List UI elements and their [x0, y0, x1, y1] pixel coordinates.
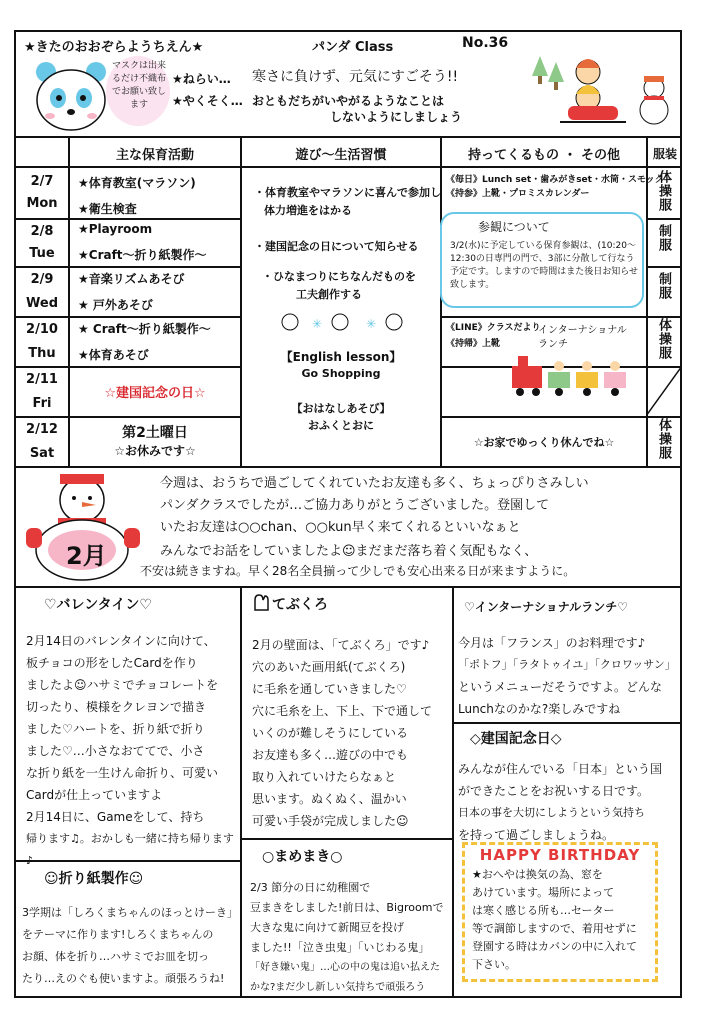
habit-line: 工夫創作する: [296, 288, 362, 301]
row-date: 2/12: [26, 422, 58, 437]
second-saturday: 第2土曜日: [122, 425, 188, 441]
dress-code: 制服: [656, 272, 671, 300]
habit-line: ・建国記念の日について知らせる: [254, 240, 419, 253]
activity: ★ 戸外あそび: [78, 298, 153, 312]
month-title: 2月: [66, 542, 107, 570]
message-line: 今週は、おうちで過ごしてくれていたお友達も多く、ちょっぴりさみしい: [160, 476, 589, 491]
national-text: みんなが住んでいる「日本」という国 ができたことをお祝いする日です。 日本の事を大切にしようという気持ち を持って過ごしましょうね。: [458, 762, 663, 842]
activity: ★音楽リズムあそび: [78, 272, 185, 286]
row-date: 2/8: [30, 224, 54, 239]
activity: ★Playroom: [78, 222, 153, 236]
panda-icon: [30, 56, 112, 134]
train-animals-icon: [510, 352, 640, 402]
row-day: Sat: [29, 446, 55, 461]
habit-line: ・体育教室やマラソンに喜んで参加し: [254, 186, 441, 199]
national-title: ◇建国記念日◇: [470, 731, 562, 747]
setsubun-text: 2/3 節分の日に幼稚園で 豆まきをしました!前日は、Bigroomで 大きな鬼に向けて新聞豆を投げ ました!!「泣き虫鬼」「いじわる鬼」 「好き嫌い鬼」…心の中の鬼は追い払えた かな?まだ少し新しい気持ちで頑張ろう: [250, 881, 444, 993]
glove-text: 2月の壁面は、「てぶくろ」です♪ 穴のあいた画用紙(てぶくろ) に毛糸を通していきました♡ 穴に毛糸を上、下上、下で通して いくのが難しそうにしている お友達も多く…遊びの中でも 取り入れていけたらなぁと 思います。ぬくぬく、温かい 可愛い手袋が完成しました☺: [252, 638, 433, 828]
dress-code: 体操服: [656, 418, 671, 460]
row-date: 2/10: [26, 322, 58, 337]
intl-lunch-text: 今月は「フランス」のお料理です♪ 「ポトフ」「ラタトゥイユ」「クロワッサン」 というメニューだそうですよ。どんな Lunchなのかな?楽しみですね: [458, 636, 676, 716]
svg-text:✳: ✳: [312, 317, 323, 331]
svg-text:✳: ✳: [366, 317, 377, 331]
visit-text: 3/2(水)に予定している保育参観は、(10:20～12:30の日専門の門で、3部に分散して行なう予定です。しますので時間はまた後日お知らせ致します。: [450, 241, 639, 290]
origami-title: ☺折り紙製作☺: [44, 871, 144, 887]
habit-line: ・ひなまつりにちなんだものを: [262, 270, 416, 283]
row-day: Thu: [28, 346, 56, 361]
row-day: Tue: [29, 246, 55, 261]
row-date: 2/11: [26, 372, 58, 387]
children-doodle-icon: [276, 310, 416, 336]
daily-items: 《毎日》Lunch set・歯みがきset・水筒・スモック: [446, 175, 664, 185]
setsubun-title: ○まめまき○: [262, 849, 343, 865]
header-bring: 持ってくるもの ・ その他: [467, 148, 621, 163]
visit-title: 参観について: [478, 220, 550, 234]
promise-text-2: しないようにしましょう: [330, 110, 463, 124]
mask-note: マスクは出来るだけ不織布でお願い致します: [111, 61, 166, 110]
header-activities: 主な保育活動: [115, 148, 194, 163]
intl-lunch-note: インターナショナルランチ: [538, 325, 627, 350]
story-title: 【おはなしあそび】: [291, 402, 391, 415]
activity: ★ Craft～折り紙製作～: [78, 322, 211, 336]
bring-items: 《持参》上靴・プロミスカレンダー: [446, 189, 590, 199]
row-day: Mon: [26, 196, 58, 211]
sled-children-icon: [520, 36, 680, 134]
english-text: Go Shopping: [301, 367, 381, 380]
birthday-title: HAPPY BIRTHDAY: [479, 846, 641, 864]
valentine-text: 2月14日のバレンタインに向けて、 板チョコの形をしたCardを作り ましたよ☺ハサミでチョコレートを 切ったり、模様をクレヨンで描き ました♡ハートを、折り紙で折り ました♡…小さなおててで、小さ な折り紙を一生けん命折り、可愛い Cardが仕上っていますよ 2月14日に、Gameをして、持ち 帰ります♫。おかしも一緒に持ち帰ります♪: [26, 634, 234, 867]
message-line: 不安は続きますね。早く28名全員揃って少しでも安心出来る日が来ますように。: [140, 564, 576, 578]
activity: ★Craft～折り紙製作～: [78, 248, 207, 262]
promise-label: ★やくそく…: [172, 94, 243, 108]
dress-code: 制服: [656, 224, 671, 252]
header-dress: 服装: [652, 147, 677, 161]
activity: ★体育あそび: [78, 348, 149, 362]
habit-line: 体力増進をはかる: [264, 204, 352, 217]
dress-code: 体操服: [656, 170, 671, 212]
class-name: パンダ Class: [312, 40, 394, 55]
dress-code: 体操服: [656, 318, 671, 360]
row-day: Fri: [32, 396, 52, 411]
school-name: ★きたのおおぞらようちえん★: [24, 40, 204, 55]
row-date: 2/9: [30, 272, 54, 287]
glove-icon: [252, 592, 272, 612]
row-day: Wed: [26, 296, 58, 311]
glove-title: てぶくろ: [272, 597, 328, 613]
issue-number: No.36: [462, 35, 509, 51]
rest-note: ☆お家でゆっくり休んでね☆: [473, 436, 615, 449]
notice-text: ★おへやは換気の為、窓を あけています。場所によって は寒く感じる所も…セーター 等で調節しますので、着用せずに 登園する時はカバンの中に入れて 下さい。: [472, 868, 637, 971]
origami-text: 3学期は「しろくまちゃんのほっとけーき」 をテーマに作ります!しろくまちゃんの お顔、体を折り…ハサミでお皿を切っ たり…えのぐも使いますよ。頑張ろうね!: [22, 906, 238, 985]
line-note: 《LINE》クラスだより: [446, 323, 541, 333]
english-title: 【English lesson】: [280, 350, 402, 364]
header-habits: 遊び～生活習慣: [295, 148, 387, 163]
intl-lunch-title: ♡インターナショナルランチ♡: [464, 600, 628, 614]
holiday-label: ☆建国記念の日☆: [104, 386, 206, 401]
aim-text: 寒さに負けず、元気にすごそう!!: [252, 69, 459, 85]
diagonal-slash: [646, 366, 682, 416]
message-line: みんなでお話をしていましたよ☺まだまだ落ち着く気配もなく、: [160, 544, 538, 559]
day-off: ☆お休みです☆: [114, 444, 196, 458]
aim-label: ★ねらい…: [172, 72, 231, 86]
message-line: いたお友達は○○chan、○○kun早く来てくれるといいなぁと: [160, 520, 521, 535]
promise-text: おともだちがいやがるようなことは: [252, 94, 445, 108]
story-text: おふくとおに: [308, 419, 374, 432]
row-date: 2/7: [30, 174, 54, 189]
activity: ★衛生検査: [78, 202, 137, 216]
valentine-title: ♡バレンタイン♡: [44, 597, 152, 613]
message-line: パンダクラスでしたが…ご協力ありがとうございました。登園して: [160, 498, 550, 513]
activity: ★体育教室(マラソン): [78, 176, 196, 190]
take-home-note: 《持帰》上靴: [446, 339, 501, 349]
